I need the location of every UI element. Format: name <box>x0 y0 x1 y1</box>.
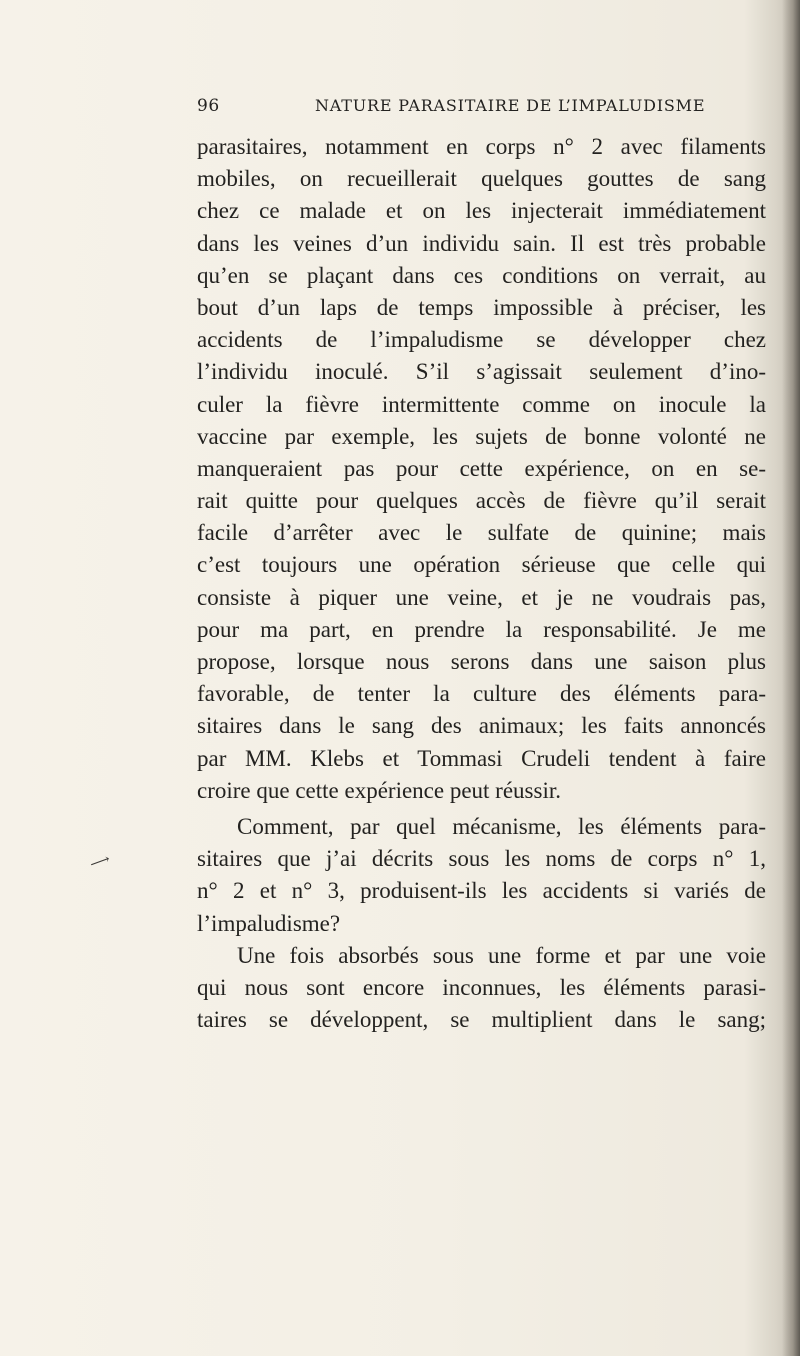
text-line: vaccine par exemple, les sujets de bonne volonté ne <box>197 423 766 449</box>
text-line: dans les veines d’un individu sain. Il est très probable <box>197 230 766 256</box>
text-line: culer la fièvre intermittente comme on inocule la <box>197 391 766 417</box>
text-line: chez ce malade et on les injecterait immédiatement <box>197 198 766 224</box>
text-line: mobiles, on recueillerait quelques gouttes de sang <box>197 166 766 192</box>
paragraph-1 <box>197 131 766 807</box>
text-line: parasitaires, notamment en corps n° 2 avec filaments <box>197 134 766 159</box>
text-line: qui nous sont encore inconnues, les éléments parasi- <box>197 974 766 1000</box>
text-line: l’impaludisme? <box>197 910 341 936</box>
text-line: par MM. Klebs et Tommasi Crudeli tendent à faire <box>197 745 766 771</box>
text-line: taires se développent, se multiplient dans le sang; <box>197 1007 766 1033</box>
page-number: 96 <box>197 96 220 116</box>
text-line: rait quitte pour quelques accès de fièvre qu’il serait <box>197 488 766 514</box>
text-line: accidents de l’impaludisme se développer chez <box>197 327 766 353</box>
text-line: sitaires que j’ai décrits sous les noms de corps n° 1, <box>197 846 766 872</box>
text-line: manqueraient pas pour cette expérience, on en se- <box>197 455 766 481</box>
text-line: consiste à piquer une veine, et je ne voudrais pas, <box>197 584 766 610</box>
running-title: NATURE PARASITAIRE DE L’IMPALUDISME <box>315 96 706 115</box>
text-line: l’individu inoculé. S’il s’agissait seulement d’ino- <box>197 359 766 385</box>
running-head <box>197 96 766 120</box>
text-line: bout d’un laps de temps impossible à préciser, les <box>197 294 766 320</box>
text-line: Une fois absorbés sous une forme et par une voie <box>237 942 766 968</box>
text-line: qu’en se plaçant dans ces conditions on verrait, au <box>197 262 766 288</box>
page-binding-shadow <box>782 0 800 1356</box>
text-line: propose, lorsque nous serons dans une saison plus <box>197 649 766 674</box>
text-line: n° 2 et n° 3, produisent-ils les accidents si variés de <box>197 878 766 904</box>
text-line: favorable, de tenter la culture des éléments para- <box>197 681 766 707</box>
text-line: croire que cette expérience peut réussir. <box>197 777 561 803</box>
text-line: facile d’arrêter avec le sulfate de quinine; mais <box>197 520 766 546</box>
margin-arrow-mark: ⟶ <box>87 851 113 873</box>
text-line: c’est toujours une opération sérieuse que celle qui <box>197 552 766 578</box>
paragraph-2 <box>197 811 766 1036</box>
text-line: pour ma part, en prendre la responsabilité. Je me <box>197 616 766 642</box>
text-line: sitaires dans le sang des animaux; les faits annoncés <box>197 713 766 739</box>
text-line: Comment, par quel mécanisme, les éléments para- <box>237 814 766 839</box>
